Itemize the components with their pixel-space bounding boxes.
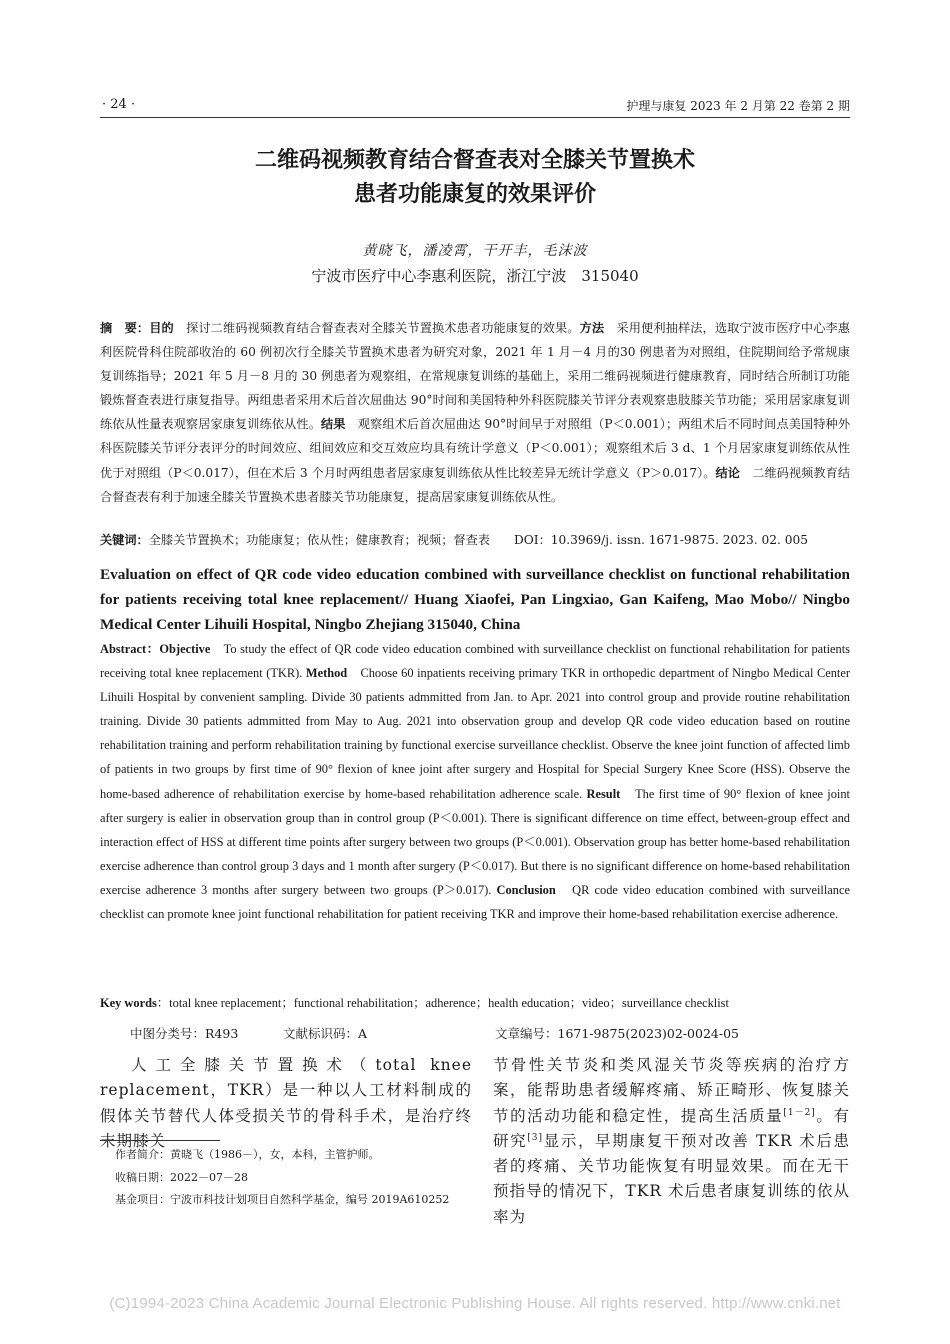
page-number: · 24 · <box>102 97 136 112</box>
body-right-text-c: 显示，早期康复干预对改善 TKR 术后患者的疼痛、关节功能恢复有明显效果。而在无干预指导的情况下，TKR 术后患者康复训练的依从率为 <box>493 1131 850 1226</box>
article-title-en: Evaluation on effect of QR code video education combined with surveillance checklist on functional rehabilitation for patients receiving total knee replacement// Huang Xiaofei, Pan Lingxiao, Gan Kaifeng, Mao Mobo// Ningbo Medical Center Lihuili Hospital, Ningbo Zhejiang 315040, China <box>100 566 850 633</box>
conclusion-label-cn: 结论 <box>715 465 740 480</box>
abstract-cn <box>100 316 850 509</box>
citation-3[interactable]: [3] <box>527 1132 544 1143</box>
objective-text-en: To study the effect of QR code video education combined with surveillance checklist on functional rehabilitation for patients receiving total knee replacement (TKR). <box>100 642 851 681</box>
article-title-cn <box>100 144 850 212</box>
body-right-text-b: 。有研究 <box>493 1106 850 1150</box>
journal-info: 护理与康复 2023 年 2 月第 22 卷第 2 期 <box>626 99 850 113</box>
footnote-fund: 基金项目：宁波市科技计划项目自然科学基金，编号 2019A610252 <box>115 1193 450 1206</box>
footnote-author-intro: 作者简介：黄晓飞（1986－），女，本科，主管护师。 <box>115 1148 380 1161</box>
body-right-column <box>493 1053 850 1230</box>
conclusion-text-cn: 二维码视频教育结合督查表有利于加速全膝关节置换术患者膝关节功能康复，提高居家康复训练依从性。 <box>100 465 851 504</box>
result-label-en: Result <box>586 786 621 801</box>
keywords-label-cn: 关键词： <box>100 533 149 547</box>
keywords-en <box>100 993 850 1013</box>
method-text-en: Choose 60 inpatients receiving primary TKR in orthopedic department of Ningbo Medical Center Lihuili Hospital by convenient sampling. Divide 30 patients admmitted from Jan. to Apr. 2021 into control group and provide routine rehabilitation training. Divide 30 patients admmitted from May to Aug. 2021 into observation group and develop QR code video education based on routine rehabilitation training and perform rehabilitation training by functional exercise surveillance checklist. Observe the knee joint function of affected limb of patients in two groups by first time of 90° flexion of knee joint after surgery and Hospital for Special Surgery Knee Score (HSS). Observe the home-based adherence of rehabilitation exercise by home-based rehabilitation adherence scale. <box>100 666 851 801</box>
body-right-text-a: 节骨性关节炎和类风湿关节炎等疾病的治疗方案，能帮助患者缓解疼痛、矫正畸形、恢复膝关节的活动功能和稳定性，提高生活质量 <box>493 1056 850 1125</box>
objective-label-en: Objective <box>159 642 211 656</box>
objective-label-cn: 目的 <box>149 321 174 335</box>
header-divider <box>100 117 850 118</box>
article-number: 文章编号：1671-9875(2023)02-0024-05 <box>495 1026 739 1041</box>
title-line-2: 患者功能康复的效果评价 <box>353 182 596 207</box>
result-label-cn: 结果 <box>320 417 346 432</box>
clc-number: 中图分类号：R493 <box>130 1026 239 1041</box>
keywords-cn <box>100 530 850 550</box>
copyright-watermark: (C)1994-2023 China Academic Journal Electronic Publishing House. All rights reserved. http://www.cnki.net <box>109 1295 841 1312</box>
body-left-column: 人工全膝关节置换术（total knee replacement，TKR）是一种以人工材料制成的假体关节替代人体受损关节的骨科手术，是治疗终末期膝关 <box>100 1056 472 1150</box>
title-line-1: 二维码视频教育结合督查表对全膝关节置换术 <box>254 148 695 173</box>
document-code: 文献标识码：A <box>283 1026 368 1041</box>
objective-text-cn: 探讨二维码视频教育结合督查表对全膝关节置换术患者功能康复的效果。 <box>173 321 580 335</box>
authors: 黄晓飞，潘凌霄，干开丰，毛沫波 <box>362 243 588 259</box>
affiliation: 宁波市医疗中心李惠利医院，浙江宁波 315040 <box>311 267 639 285</box>
conclusion-label-en: Conclusion <box>496 882 556 897</box>
result-text-cn: 观察组术后首次屈曲达 90°时间早于对照组（P＜0.001）；两组术后不同时间点美国特种外科医院膝关节评分表评分的时间效应、组间效应和交互效应均具有统计学意义（P＜0.001）；观察组术后 3 d、1 个月居家康复训练依从性优于对照组（P＜0.017），但在术后 3 个月时两组患者居家康复训练依从性比较差异无统计学意义（P＞0.017）。 <box>100 417 851 480</box>
keywords-label-en: Key words <box>100 996 157 1010</box>
method-label-en: Method <box>305 666 348 681</box>
keywords-text-cn: 全膝关节置换术；功能康复；依从性；健康教育；视频；督查表 <box>148 533 490 547</box>
result-text-en: The first time of 90° flexion of knee joint after surgery is ealier in observation group than in control group (P＜0.001). There is significant difference on time effect, between-group effect and interaction effect of HSS at different time points after surgery between two groups (P＜0.001). Observation group has better home-based rehabilitation exercise adherence than control group 3 days and 1 month after surgery (P＜0.017). But there is no significant difference on home-based rehabilitation exercise adherence 3 months after surgery between two groups (P＞0.017). <box>100 786 850 897</box>
doi[interactable]: DOI：10.3969/j. issn. 1671-9875. 2023. 02. 005 <box>514 533 808 547</box>
keywords-text-en: ：total knee replacement；functional rehabilitation；adherence；health education；video；surveillance checklist <box>156 996 729 1010</box>
method-text-cn: 采用便利抽样法，选取宁波市医疗中心李惠利医院骨科住院部收治的 60 例初次行全膝关节置换术患者为研究对象，2021 年 1 月－4 月的30 例患者为对照组，住院期间给予常规康复训练指导；2021 年 5 月－8 月的 30 例患者为观察组，在常规康复训练的基础上，采用二维码视频进行健康教育，同时结合所制订功能锻炼督查表进行康复指导。两组患者采用术后首次屈曲达 90°时间和美国特种外科医院膝关节评分表观察患肢膝关节功能；采用居家康复训练依从性量表观察居家康复训练依从性。 <box>100 321 850 432</box>
abstract-en <box>100 637 850 926</box>
conclusion-text-en: QR code video education combined with surveillance checklist can promote knee joint functional rehabilitation for patient receiving TKR and improve their home-based rehabilitation exercise adherence. <box>100 882 850 922</box>
footnote-received-date: 收稿日期：2022－07－28 <box>115 1171 248 1184</box>
abstract-label-cn: 摘 要： <box>100 321 150 335</box>
abstract-label-en: Abstract： <box>100 642 160 656</box>
citation-1-2[interactable]: [1－2] <box>783 1107 816 1118</box>
method-label-cn: 方法 <box>579 321 605 335</box>
footnote-divider <box>100 1140 220 1141</box>
